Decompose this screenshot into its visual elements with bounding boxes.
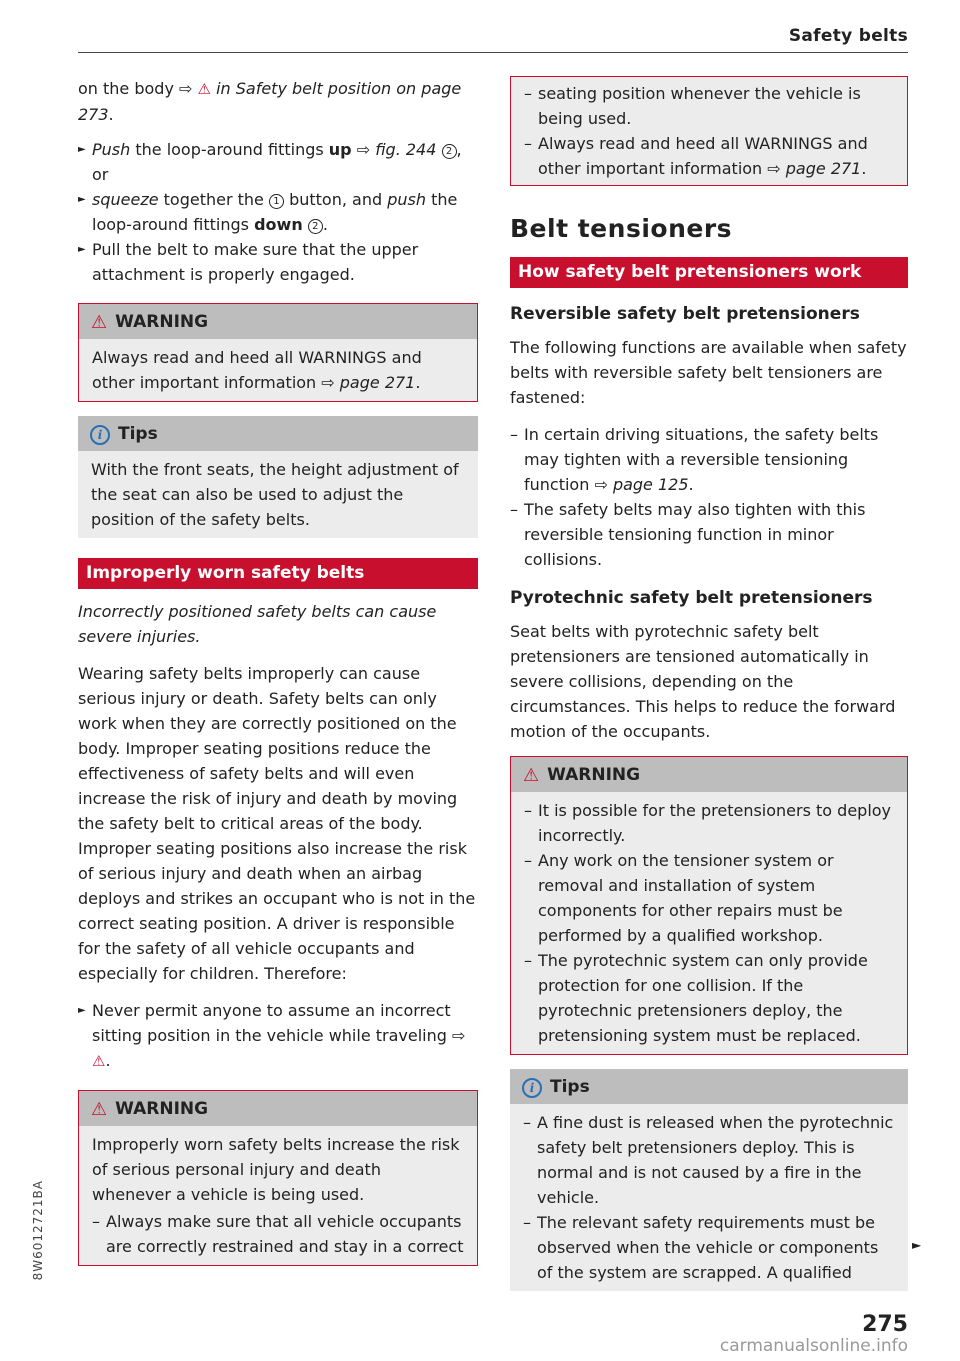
- tips-box: [78, 416, 478, 538]
- callout-2-icon: 2: [442, 144, 457, 159]
- list-item: – The pyrotechnic system can only provide protection for one collision. If the pyrotechnic pretensioners deploy, the pretensioning system must be replaced.: [524, 948, 894, 1048]
- warning-text: Improperly worn safety belts increase the risk of serious personal injury and death whenever a vehicle is being used. – Always make sure that all vehicle occupants are correctly restrained and stay in a correct: [79, 1126, 477, 1265]
- intro-text: on the body ⇨ ⚠ in Safety belt position on page 273.: [78, 79, 462, 124]
- warning-triangle-icon: ⚠: [91, 1099, 108, 1120]
- list-item: – In certain driving situations, the safety belts may tighten with a reversible tensioning function ⇨ page 125.: [510, 422, 908, 497]
- list-item: – Any work on the tensioner system or removal and installation of system components for other repairs must be performed by a qualified workshop.: [524, 848, 894, 948]
- section-lead: Incorrectly positioned safety belts can cause severe injuries.: [78, 602, 437, 646]
- subheading: Pyrotechnic safety belt pretensioners: [510, 588, 873, 608]
- page-number: 275: [862, 1312, 908, 1337]
- info-icon: i: [522, 1078, 542, 1098]
- warning-triangle-icon: ⚠: [92, 1052, 106, 1070]
- warning-triangle-icon: ⚠: [523, 765, 540, 786]
- list-item: – The relevant safety requirements must be observed when the vehicle or components of the system are scrapped. A qualified: [523, 1210, 895, 1285]
- header-rule: [78, 52, 908, 53]
- list-item: – It is possible for the pretensioners to deploy incorrectly.: [524, 798, 894, 848]
- subheading: Reversible safety belt pretensioners: [510, 304, 860, 324]
- list-item: – A fine dust is released when the pyrotechnic safety belt pretensioners deploy. This is normal and is not caused by a fire in the vehicle.: [523, 1110, 895, 1210]
- continue-arrow-icon: ►: [912, 1238, 922, 1252]
- step-squeeze: ► squeeze together the 1 button, and push the loop-around fittings down 2 .: [78, 187, 478, 237]
- list-item: – The safety belts may also tighten with this reversible tensioning function in minor collisions.: [510, 497, 908, 572]
- info-icon: i: [90, 425, 110, 445]
- step-pull-belt: ► Pull the belt to make sure that the upper attachment is properly engaged.: [78, 237, 478, 287]
- warning-box: [510, 756, 908, 1055]
- warning-triangle-icon: ⚠: [197, 80, 211, 98]
- chapter-title: Belt tensioners: [510, 214, 733, 243]
- callout-2-icon: 2: [308, 219, 323, 234]
- running-header: Safety belts: [788, 26, 908, 46]
- warning-triangle-icon: ⚠: [91, 312, 108, 333]
- warning-box: [78, 1090, 478, 1266]
- section-heading: Improperly worn safety belts: [78, 558, 478, 589]
- warning-header: ⚠ WARNING: [511, 757, 907, 792]
- tips-list: [510, 1104, 908, 1291]
- warning-continued: – seating position whenever the vehicle is being used. – Always read and heed all WARNINGS and other important information ⇨ page 271.: [510, 76, 908, 186]
- warning-header: ⚠ WARNING: [79, 1091, 477, 1126]
- warning-text: Always read and heed all WARNINGS and other important information ⇨ page 271.: [92, 348, 422, 392]
- right-column: [510, 76, 908, 1305]
- tips-text: With the front seats, the height adjustment of the seat can also be used to adjust the position of the safety belts.: [91, 460, 459, 529]
- body-paragraph: Wearing safety belts improperly can cause serious injury or death. Safety belts can only work when they are correctly positioned on the body. Improper seating positions reduce the effectiveness of safety belts and will even increase the risk of injury and death by moving the safety belt to critical areas of the body. Improper seating positions also increase the risk of serious injury and death when an airbag deploys and strikes an occupant who is not in the correct seating position. A driver is responsible for the safety of all vehicle occupants and especially for children. Therefore:: [78, 664, 476, 983]
- warning-list: [511, 792, 907, 1054]
- callout-1-icon: 1: [269, 194, 284, 209]
- warning-header: ⚠ WARNING: [79, 304, 477, 339]
- step-sitting-position: ► Never permit anyone to assume an incorrect sitting position in the vehicle while traveling ⇨ ⚠.: [78, 998, 478, 1074]
- step-push-up: ► Push the loop-around fittings up ⇨ fig. 244 2 , or: [78, 137, 478, 187]
- left-column: [78, 76, 478, 1280]
- paragraph: Seat belts with pyrotechnic safety belt pretensioners are tensioned automatically in severe collisions, depending on the circumstances. This helps to reduce the forward motion of the occupants.: [510, 622, 896, 741]
- warning-box: [78, 303, 478, 402]
- tips-header: i Tips: [78, 416, 478, 451]
- tips-box: [510, 1069, 908, 1291]
- watermark: carmanualsonline.info: [719, 1336, 908, 1356]
- document-code: 8W6012721BA: [31, 1180, 45, 1281]
- paragraph: The following functions are available when safety belts with reversible safety belt tensioners are fastened:: [510, 338, 907, 407]
- section-heading: How safety belt pretensioners work: [510, 257, 908, 288]
- tips-header: i Tips: [510, 1069, 908, 1104]
